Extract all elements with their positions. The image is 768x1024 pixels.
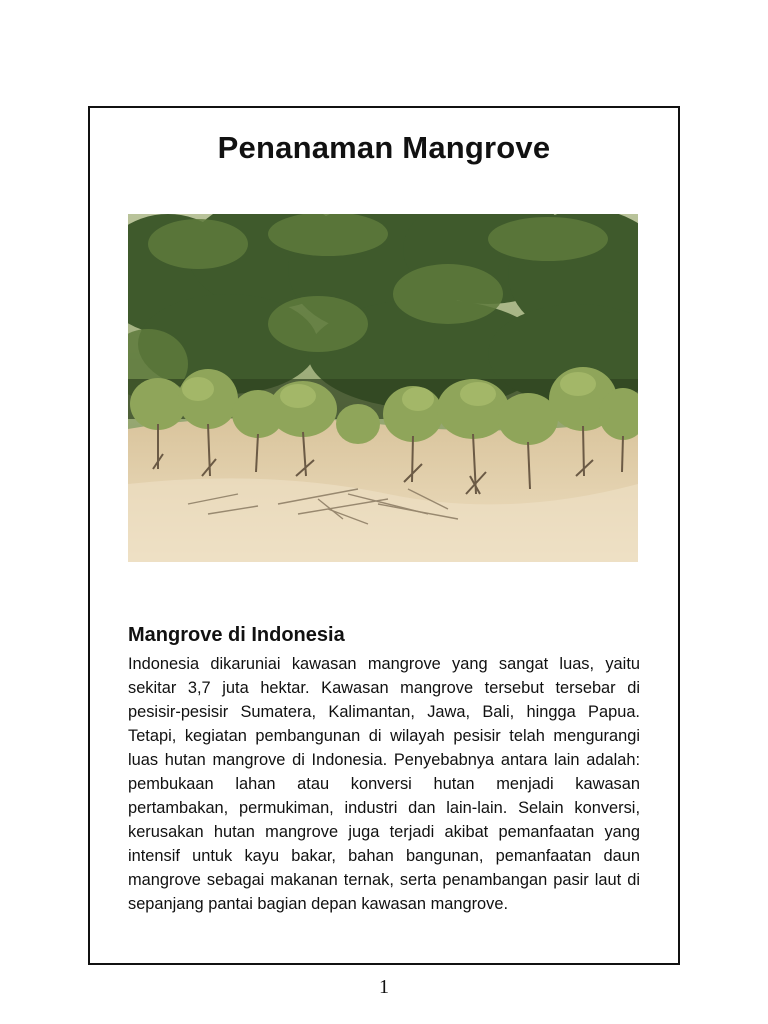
section-heading: Mangrove di Indonesia (128, 624, 345, 646)
mangrove-photo-illustration (128, 214, 638, 562)
page-number: 1 (379, 976, 389, 998)
mangrove-photo (128, 214, 638, 562)
body-paragraph: Indonesia dikaruniai kawasan mangrove yang sangat luas, yaitu sekitar 3,7 juta hektar. Kawasan mangrove tersebut tersebar di pesisir-pesisir Sumatera, Kalimantan, Jawa, Bali, hingga Papua. Tetapi, kegiatan pembangunan di wilayah pesisir telah mengurangi luas hutan mangrove di Indonesia. Penyebabnya antara lain adalah: pembukaan lahan atau konversi hutan menjadi kawasan pertambakan, permukiman, industri dan lain-lain. Selain konversi, kerusakan hutan mangrove juga terjadi akibat pemanfaatan yang intensif untuk kayu bakar, bahan bangunan, pemanfaatan daun mangrove sebagai makanan ternak, serta penambangan pasir laut di sepanjang pantai bagian depan kawasan mangrove. (128, 655, 640, 913)
page-title: Penanaman Mangrove (217, 130, 551, 165)
